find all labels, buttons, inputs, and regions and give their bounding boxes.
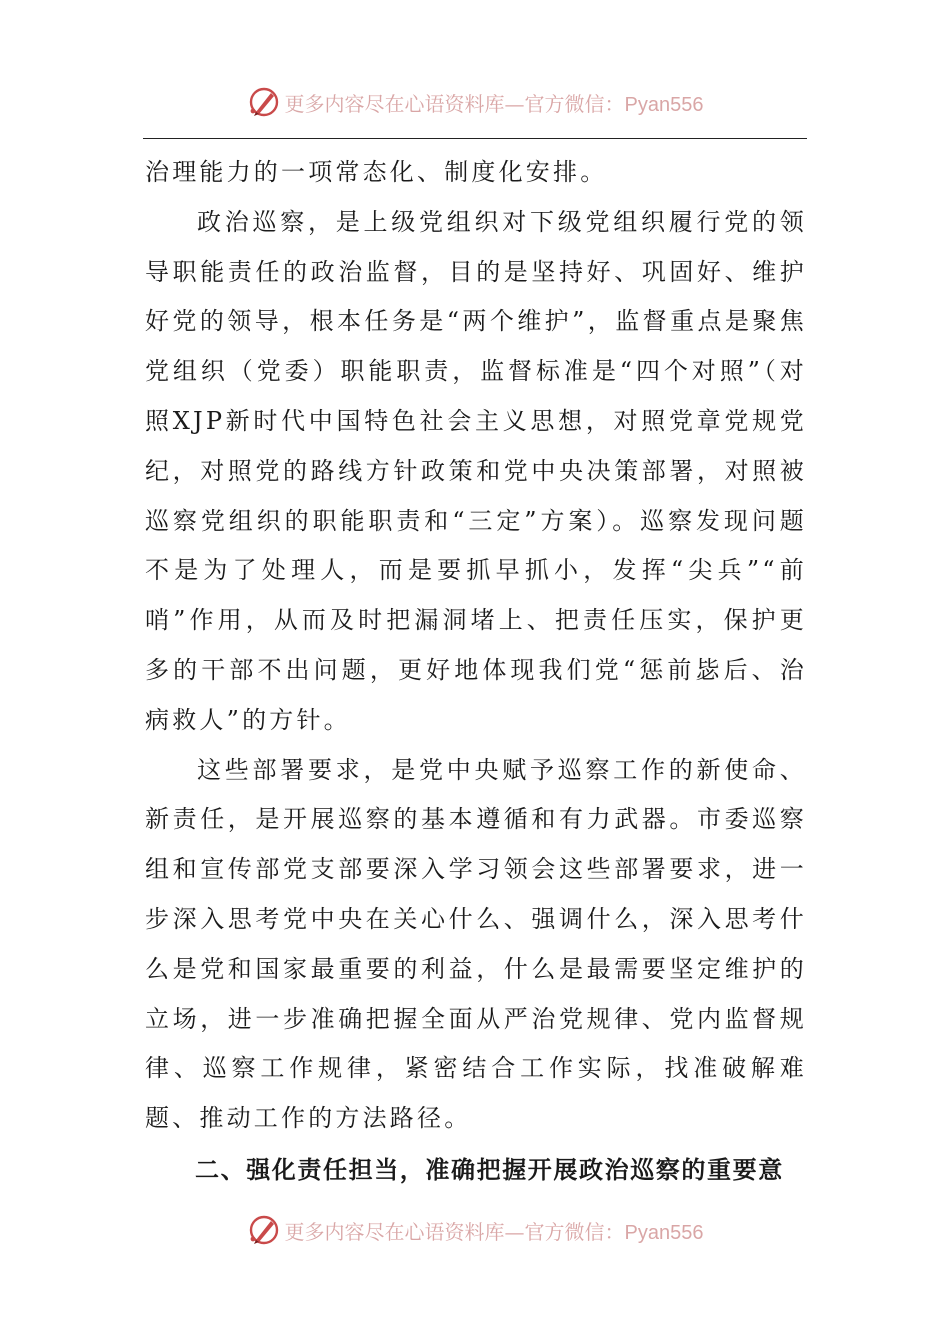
- document-body: [145, 148, 807, 1196]
- section-heading: 二、强化责任担当，准确把握开展政治巡察的重要意: [195, 1155, 784, 1184]
- header-rule: [143, 138, 807, 139]
- watermark-text: 更多内容尽在心语资料库—官方微信：Pyan556: [284, 91, 704, 116]
- paragraph-3: 这些部署要求，是党中央赋予巡察工作的新使命、新责任，是开展巡察的基本遵循和有力武器。市委巡察组和宣传部党支部要深入学习领会这些部署要求，进一步深入思考党中央在关心什么、强调什么，深入思考什么是党和国家最重要的利益，什么是最需要坚定维护的立场，进一步准确把握全面从严治党规律、党内监督规律、巡察工作规律，紧密结合工作实际，找准破解难题、推动工作的方法路径。: [145, 755, 807, 1133]
- wechat-id: Pyan556: [624, 1221, 704, 1244]
- footer-watermark: [0, 1210, 950, 1250]
- watermark-text: 更多内容尽在心语资料库—官方微信：Pyan556: [284, 1219, 704, 1244]
- header-watermark: [0, 82, 950, 122]
- pen-circle-logo-icon: [247, 85, 281, 119]
- pen-circle-logo-icon: [247, 1213, 281, 1247]
- wechat-id: Pyan556: [624, 93, 704, 116]
- paragraph-2: 政治巡察，是上级党组织对下级党组织履行党的领导职能责任的政治监督，目的是坚持好、巩固好、维护好党的领导，根本任务是“两个维护”，监督重点是聚焦党组织（党委）职能职责，监督标准是“四个对照”（对照XJP新时代中国特色社会主义思想，对照党章党规党纪，对照党的路线方针政策和党中央决策部署，对照被巡察党组织的职能职责和“三定”方案）。巡察发现问题不是为了处理人，而是要抓早抓小，发挥“尖兵”“前哨”作用，从而及时把漏洞堵上、把责任压实，保护更多的干部不出问题，更好地体现我们党“惩前毖后、治病救人”的方针。: [145, 207, 807, 734]
- paragraph-1: 治理能力的一项常态化、制度化安排。: [145, 158, 608, 186]
